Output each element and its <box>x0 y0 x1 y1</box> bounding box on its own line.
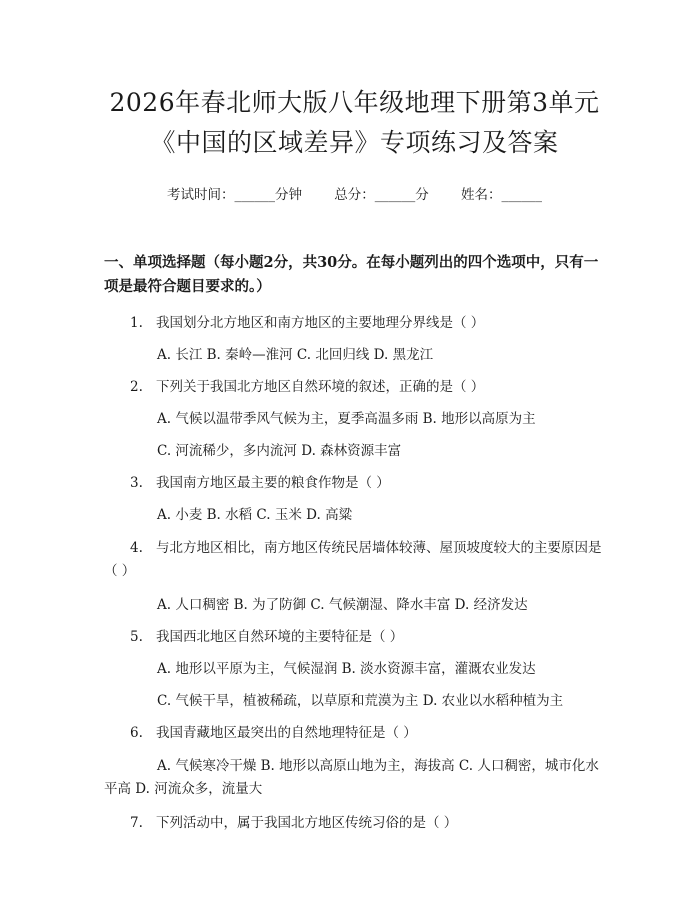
question-1 <box>104 313 605 365</box>
question-number: 2. <box>130 379 143 395</box>
question-number: 7. <box>130 815 143 831</box>
exam-time-field: 考试时间：______分钟 <box>166 187 302 203</box>
question-number: 4. <box>130 540 143 556</box>
question-stem: 我国南方地区最主要的粮食作物是（ ） <box>156 475 390 491</box>
question-stem: 我国划分北方地区和南方地区的主要地理分界线是（ ） <box>156 315 485 331</box>
title-line-2: 《中国的区域差异》专项练习及答案 <box>150 128 559 157</box>
question-options: A. 人口稠密 B. 为了防御 C. 气候潮湿、降水丰富 D. 经济发达 <box>157 597 528 613</box>
question-7 <box>104 813 605 833</box>
question-stem: 我国西北地区自然环境的主要特征是（ ） <box>156 629 404 645</box>
question-options: A. 气候以温带季风气候为主，夏季高温多雨 B. 地形以高原为主 <box>157 411 536 427</box>
exam-info-line <box>104 185 605 205</box>
section-heading: 一、单项选择题（每小题2分，共30分。在每小题列出的四个选项中，只有一项是最符合题目要求的。） <box>104 254 599 295</box>
question-stem: 下列活动中，属于我国北方地区传统习俗的是（ ） <box>156 815 458 831</box>
question-options: A. 长江 B. 秦岭—淮河 C. 北回归线 D. 黑龙江 <box>157 347 434 363</box>
question-options: C. 河流稀少，多内流河 D. 森林资源丰富 <box>157 443 402 459</box>
question-list <box>104 313 605 833</box>
total-score-field: 总分：______分 <box>334 187 429 203</box>
document-title <box>104 0 605 163</box>
question-stem: 与北方地区相比，南方地区传统民居墙体较薄、屋顶坡度较大的主要原因是（ ） <box>104 540 602 579</box>
name-field: 姓名：______ <box>461 187 543 203</box>
question-number: 3. <box>130 475 143 491</box>
question-options: A. 地形以平原为主，气候湿润 B. 淡水资源丰富，灌溉农业发达 <box>157 661 536 677</box>
question-5 <box>104 627 605 711</box>
question-options: A. 小麦 B. 水稻 C. 玉米 D. 高粱 <box>157 507 353 523</box>
title-line-1: 2026年春北师大版八年级地理下册第3单元 <box>109 88 600 117</box>
question-3 <box>104 473 605 525</box>
question-options: C. 气候干旱，植被稀疏，以草原和荒漠为主 D. 农业以水稻种植为主 <box>157 693 564 709</box>
question-number: 5. <box>130 629 143 645</box>
question-stem: 下列关于我国北方地区自然环境的叙述，正确的是（ ） <box>156 379 485 395</box>
question-2 <box>104 377 605 461</box>
question-options: A. 气候寒冷干燥 B. 地形以高原山地为主，海拔高 C. 人口稠密，城市化水平高 D. 河流众多，流量大 <box>104 758 599 797</box>
question-stem: 我国青藏地区最突出的自然地理特征是（ ） <box>156 725 417 741</box>
question-6 <box>104 723 605 801</box>
question-number: 1. <box>130 315 143 331</box>
question-number: 6. <box>130 725 143 741</box>
question-4 <box>104 537 605 615</box>
